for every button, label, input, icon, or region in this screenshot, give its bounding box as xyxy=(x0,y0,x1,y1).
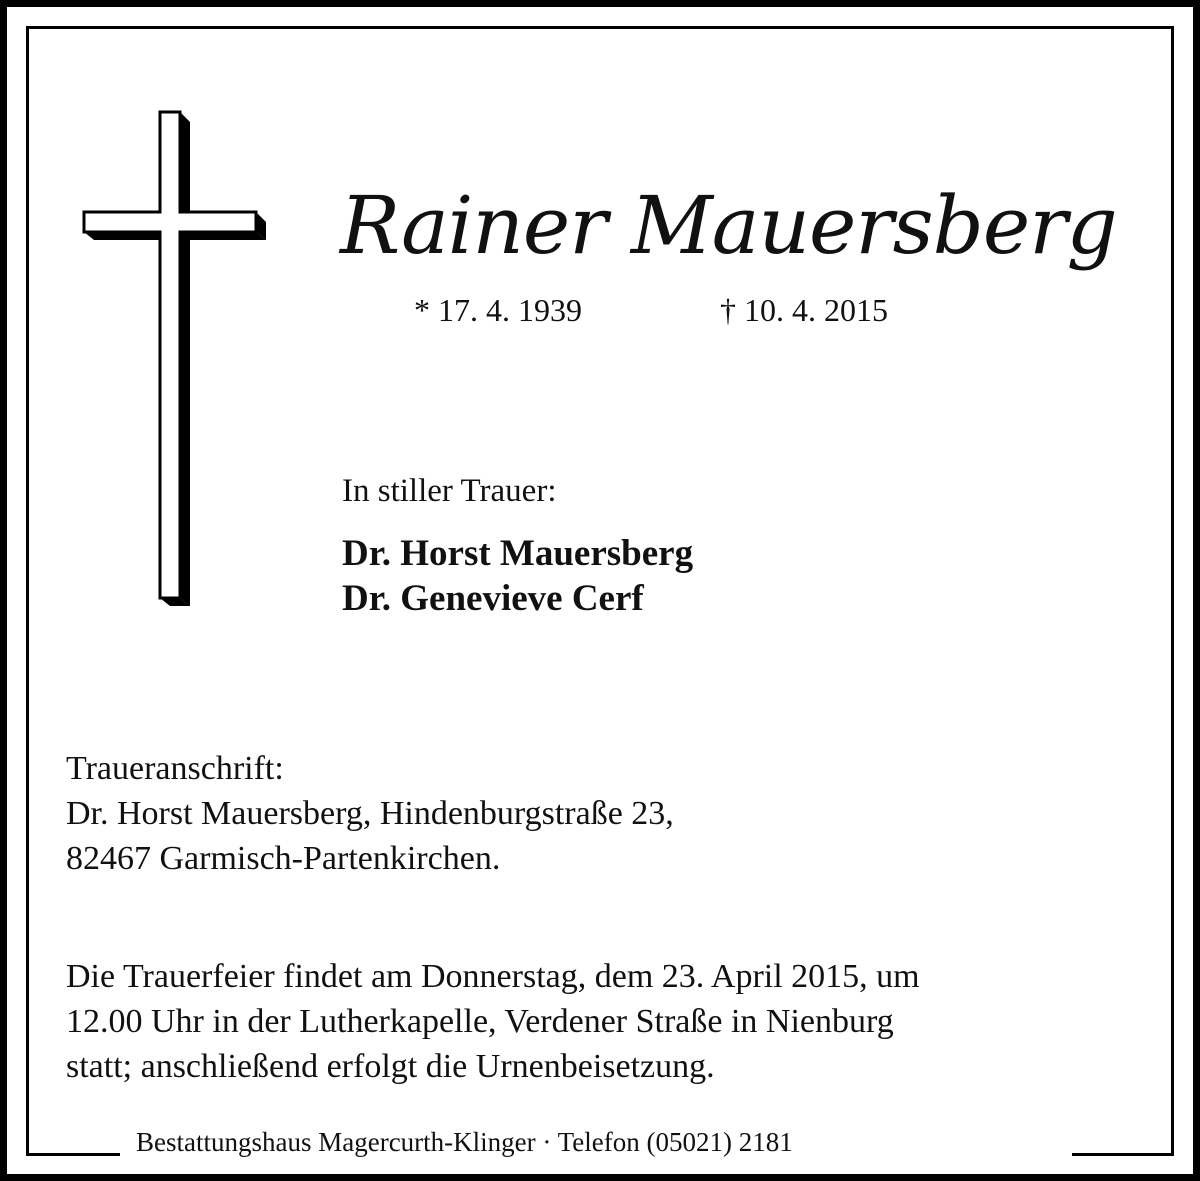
address-line: 82467 Garmisch-Partenkirchen. xyxy=(66,840,501,877)
mourning-address xyxy=(66,746,1146,881)
mourner-name: Dr. Horst Mauersberg xyxy=(342,533,694,574)
ceremony-line: Die Trauerfeier findet am Donnerstag, dem 23. April 2015, um xyxy=(66,958,920,995)
latin-cross-icon xyxy=(80,108,280,608)
ceremony-line: statt; anschließend erfolgt die Urnenbeisetzung. xyxy=(66,1048,715,1085)
inner-rule-top xyxy=(26,26,1174,29)
funeral-home-footer: Bestattungshaus Magercurth-Klinger · Telefon (05021) 2181 xyxy=(136,1127,793,1157)
ceremony-line: 12.00 Uhr in der Lutherkapelle, Verdener Straße in Nienburg xyxy=(66,1003,894,1040)
inner-rule-left xyxy=(26,26,29,1156)
deceased-name: Rainer Mauersberg xyxy=(340,179,1117,272)
inner-rule-bottom-right xyxy=(1072,1153,1174,1156)
mourner-name: Dr. Genevieve Cerf xyxy=(342,578,644,619)
death-date: † 10. 4. 2015 xyxy=(720,292,888,328)
address-line: Dr. Horst Mauersberg, Hindenburgstraße 23, xyxy=(66,795,674,832)
funeral-ceremony-info xyxy=(66,954,1156,1089)
inner-rule-bottom-left xyxy=(26,1153,120,1156)
address-heading: Traueranschrift: xyxy=(66,750,284,787)
birth-date: * 17. 4. 1939 xyxy=(414,292,582,328)
mourning-label: In stiller Trauer: xyxy=(342,473,557,509)
inner-rule-right xyxy=(1171,26,1174,1156)
